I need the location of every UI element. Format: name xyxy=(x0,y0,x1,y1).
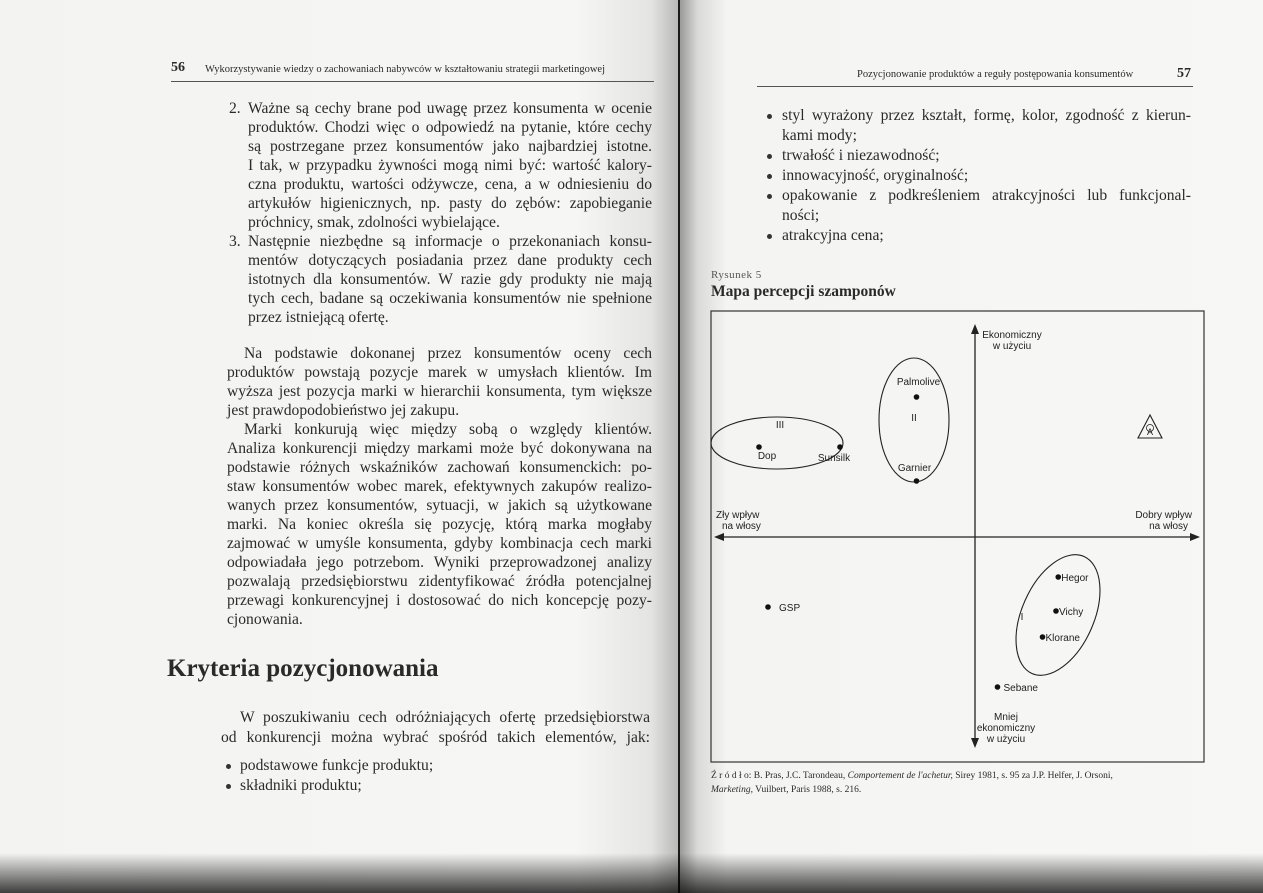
paragraph-line: wanych przez konsumentów, sytuacji, w jakich są użytkowane xyxy=(227,497,652,514)
paragraph-line: odpowiadała jego potrzebom. Wyniki przeprowadzonej analizy xyxy=(227,554,652,571)
section-heading: Kryteria pozycjonowania xyxy=(167,655,439,682)
point-klorane xyxy=(1040,634,1046,640)
bullet-item-line: styl wyrażony przez kształt, formę, kolor, zgodność z kierun- xyxy=(782,107,1191,124)
list-item-line: przez istniejącą ofertę. xyxy=(248,309,389,326)
list-item-line: Ważne są cechy brane pod uwagę przez konsumenta w ocenie xyxy=(248,100,652,117)
bullet-item-line: kami mody; xyxy=(782,127,857,144)
point-vichy xyxy=(1053,608,1059,614)
point-label: Sebane xyxy=(1003,683,1038,694)
y-axis-arrow-bottom xyxy=(971,738,979,748)
triangle-label: A xyxy=(1146,427,1154,437)
perception-map-chart xyxy=(710,310,1205,763)
list-item-line: artykułów higienicznych, np. pasty do zębów: zapobieganie xyxy=(248,195,652,212)
x-axis-arrow-right xyxy=(1190,533,1200,541)
paragraph-line: Analiza konkurencji między markami może być dokonywana na xyxy=(227,440,652,457)
axis-label-bottom: ekonomiczny xyxy=(976,723,1036,734)
paragraph-line: od konkurencji można wybrać spośród takich elementów, jak: xyxy=(221,729,650,746)
group-label: III xyxy=(775,420,785,431)
point-dop xyxy=(756,444,762,450)
header-rule xyxy=(171,81,654,82)
bullet-item-line: trwałość i niezawodność; xyxy=(782,147,940,164)
bullet-dot xyxy=(767,194,772,199)
figure-source: Ź r ó d ł o: B. Pras, J.C. Tarondeau, Comportement de l'achetur, Sirey 1981, s. 95 za J.P. Helfer, J. Orsoni, xyxy=(711,771,1113,781)
list-item-line: Następnie niezbędne są informacje o przekonaniach konsu- xyxy=(248,233,652,250)
right-page xyxy=(680,0,1263,893)
list-item-line: tych cech, badane są oczekiwania konsumentów nie spełnione xyxy=(248,290,652,307)
list-item-line: istotnych dla konsumentów. W razie gdy produkty nie mają xyxy=(248,271,652,288)
point-label: Vichy xyxy=(1059,607,1084,618)
point-label: Palmolive xyxy=(896,377,941,388)
point-palmolive xyxy=(914,394,920,400)
paragraph-line: pozwalają przedsiębiorstwu zidentyfikować źródła potencjalnej xyxy=(227,573,652,590)
bullet-item-line: opakowanie z podkreśleniem atrakcyjności lub funkcjonal- xyxy=(782,187,1191,204)
scan-shadow xyxy=(0,853,1263,893)
list-item-line: mentów dotyczących posiadania przez dane produkty cech xyxy=(248,252,652,269)
header-rule xyxy=(757,86,1193,87)
list-item-line: I tak, w przypadku żywności mogą nimi być: wartość kalory- xyxy=(248,157,652,174)
axis-label-right: na włosy xyxy=(1149,521,1188,532)
bullet-item: składniki produktu; xyxy=(240,777,362,794)
list-item-line: czna produktu, wartości odżywcze, cena, a w odniesieniu do xyxy=(248,176,652,193)
point-label: Dop xyxy=(757,451,777,462)
point-sebane xyxy=(995,684,1001,690)
axis-label-bottom: Mniej xyxy=(994,712,1018,723)
point-garnier xyxy=(914,478,920,484)
running-head: Pozycjonowanie produktów a reguły postępowania konsumentów xyxy=(857,69,1134,80)
paragraph-line: W poszukiwaniu cech odróżniających ofertę przedsiębiorstwa xyxy=(240,709,650,726)
running-head: Wykorzystywanie wiedzy o zachowaniach nabywców w kształtowaniu strategii marketingowej xyxy=(205,64,605,75)
list-item-line: są postrzegane przez konsumentów jako najbardziej istotne. xyxy=(248,138,652,155)
bullet-dot xyxy=(767,154,772,159)
axis-label-top: Ekonomiczny xyxy=(982,330,1042,341)
axis-label-top: w użyciu xyxy=(992,341,1032,352)
paragraph-line: zajmować w umyśle konsumenta, gdyby kombinacja cech marki xyxy=(227,535,652,552)
point-label: Garnier xyxy=(897,463,932,474)
axis-label-left: Zły wpływ xyxy=(716,510,760,521)
bullet-dot xyxy=(226,764,231,769)
paragraph-line: jest prawdopodobieństwo jej zakupu. xyxy=(227,402,460,419)
paragraph-line: marki. Na koniec określa się pozycję, którą marka mogłaby xyxy=(227,516,652,533)
bullet-item: podstawowe funkcje produktu; xyxy=(240,757,434,774)
paragraph-line: staw konsumentów wobec marek, efektywnych zakupów realizo- xyxy=(227,478,652,495)
axis-label-right: Dobry wpływ xyxy=(1135,510,1192,521)
figure-source-line2: Marketing, Vuilbert, Paris 1988, s. 216. xyxy=(711,785,862,795)
point-label: Klorane xyxy=(1045,633,1080,644)
paragraph-line: podstawie różnych wskaźników zachowań konsumenckich: po- xyxy=(227,459,652,476)
figure-label: Rysunek 5 xyxy=(711,269,762,281)
bullet-item-line: innowacyjność, oryginalność; xyxy=(782,167,969,184)
point-sunsilk xyxy=(837,444,843,450)
bullet-item-line: ności; xyxy=(782,207,820,224)
point-hegor xyxy=(1055,574,1061,580)
x-axis-arrow-left xyxy=(714,533,724,541)
bullet-dot xyxy=(767,174,772,179)
list-number: 3. xyxy=(229,233,241,250)
bullet-dot xyxy=(226,784,231,789)
point-gsp xyxy=(765,604,771,610)
paragraph-line: Marki konkurują więc między sobą o względy klientów. xyxy=(244,421,652,438)
figure-title: Mapa percepcji szamponów xyxy=(711,283,896,300)
paragraph-line: cjonowania. xyxy=(227,611,303,628)
point-label: Hegor xyxy=(1061,573,1089,584)
list-number: 2. xyxy=(229,100,241,117)
paragraph-line: wyższa jest pozycja marki w hierarchii konsumenta, tym większe xyxy=(227,383,652,400)
page-number: 56 xyxy=(171,60,185,75)
bullet-dot xyxy=(767,234,772,239)
bullet-dot xyxy=(767,114,772,119)
paragraph-line: Na podstawie dokonanej przez konsumentów oceny cech xyxy=(244,345,652,362)
list-item-line: produktów. Chodzi więc o odpowiedź na pytanie, które cechy xyxy=(248,119,652,136)
group-ellipse-I xyxy=(999,542,1117,688)
paragraph-line: przewagi konkurencyjnej i dostosować do nich koncepcję pozy- xyxy=(227,592,652,609)
point-label: Sunsilk xyxy=(817,453,851,464)
y-axis-arrow-top xyxy=(971,324,979,334)
paragraph-line: produktów powstają pozycje marek w umysłach klientów. Im xyxy=(227,364,652,381)
bullet-item-line: atrakcyjna cena; xyxy=(782,227,884,244)
point-label: GSP xyxy=(779,603,801,614)
list-item-line: próchnicy, smak, zdolności wybielające. xyxy=(248,214,500,231)
axis-label-left: na włosy xyxy=(722,521,761,532)
group-label: I xyxy=(1020,612,1024,623)
page-number: 57 xyxy=(1177,66,1191,81)
group-label: II xyxy=(911,413,917,424)
axis-label-bottom: w użyciu xyxy=(986,734,1026,745)
